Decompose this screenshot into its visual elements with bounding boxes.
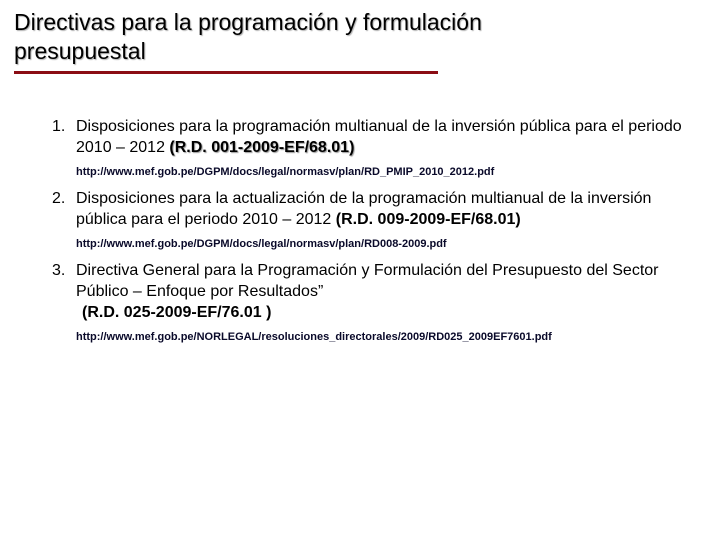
item-text [76,188,688,230]
item-number: 2. [52,190,66,207]
item-number: 1. [52,118,66,135]
item-description: Disposiciones para la programación multianual de la inversión pública para el periodo 2010 – 2012 [76,118,682,156]
slide-title-line-1: Directivas para la programación y formulación [14,9,482,35]
list-item-3 [48,260,688,343]
item-link[interactable]: http://www.mef.gob.pe/NORLEGAL/resoluciones_directorales/2009/RD025_2009EF7601.pdf [76,331,552,343]
item-text [76,260,688,323]
list-item-2 [48,188,688,250]
slide-title [14,8,714,66]
list-item-1 [48,116,688,178]
item-description: Directiva General para la Programación y Formulación del Presupuesto del Sector Público – Enfoque por Resultados” [76,262,659,300]
directives-list [48,116,688,343]
item-reference: (R.D. 001-2009-EF/68.01) [169,139,355,156]
item-link[interactable]: http://www.mef.gob.pe/DGPM/docs/legal/normasv/plan/RD008-2009.pdf [76,238,447,250]
item-description: Disposiciones para la actualización de la programación multianual de la inversión pública para el periodo 2010 – 2012 [76,190,652,228]
item-text [76,116,688,158]
item-link[interactable]: http://www.mef.gob.pe/DGPM/docs/legal/normasv/plan/RD_PMIP_2010_2012.pdf [76,166,495,178]
item-reference: (R.D. 009-2009-EF/68.01) [335,211,521,228]
slide-title-line-2: presupuestal [14,38,146,64]
item-number: 3. [52,262,66,279]
title-underline [14,71,438,74]
item-reference: (R.D. 025-2009-EF/76.01 ) [82,304,272,321]
